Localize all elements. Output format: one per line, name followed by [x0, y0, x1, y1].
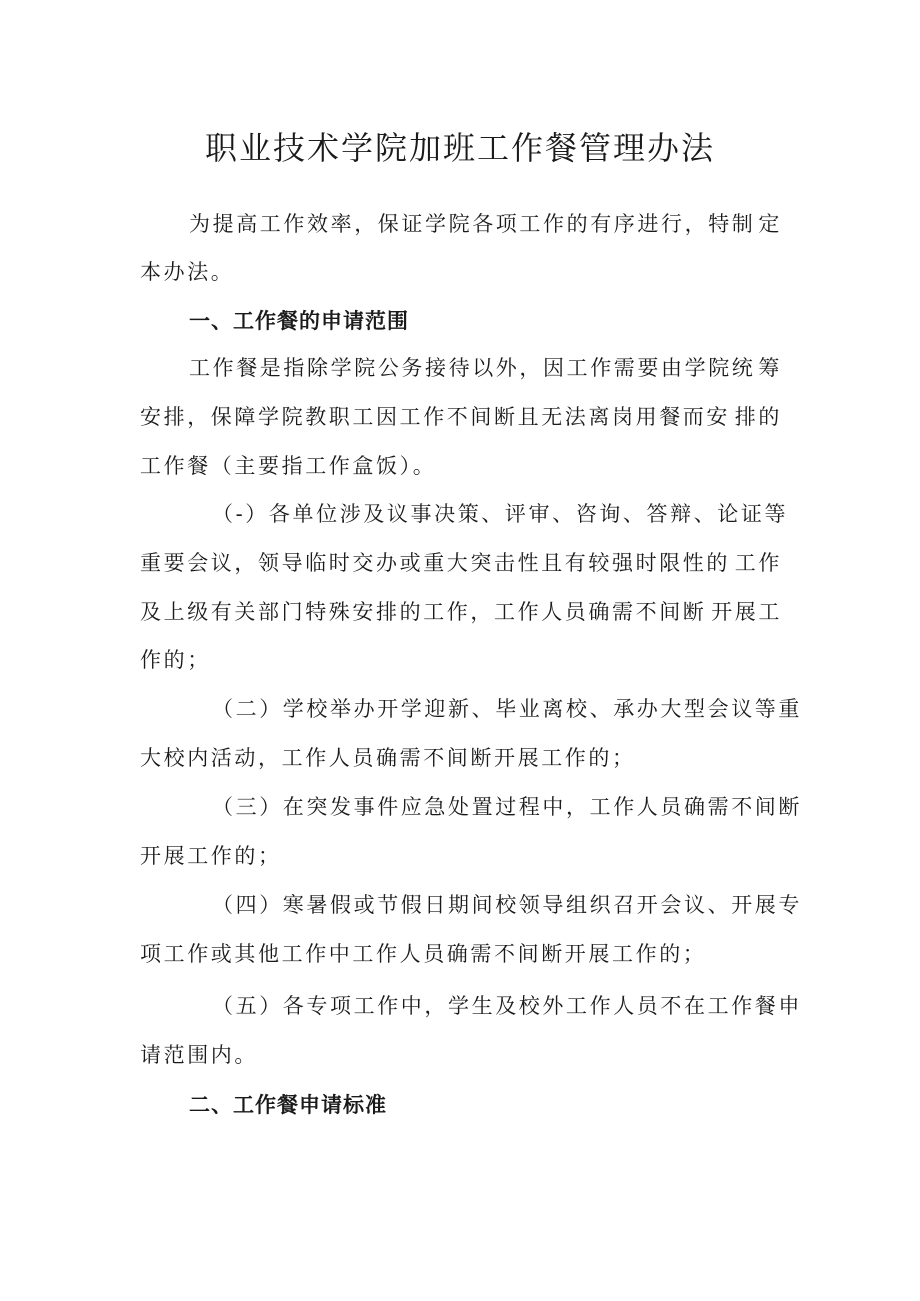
s1-item1-line-2 — [140, 548, 782, 578]
s1-p1-line-1-tail: 筹 — [758, 356, 782, 380]
intro-line-1-tail: 定 — [758, 212, 782, 236]
s1-p1-line-1 — [189, 353, 782, 383]
section-2-heading: 二、工作餐申请标准 — [189, 1093, 387, 1117]
intro-line-1 — [189, 209, 782, 239]
s1-item4-line-1-text: （四）寒暑假或节假日期间校领导组织召开会议、开展 — [212, 893, 779, 917]
s1-p1-line-2 — [140, 402, 782, 432]
s1-item1-line-2-text: 重要会议，领导临时交办或重大突击性且有较强时限性的 — [140, 551, 730, 575]
s1-item4-line-1-tail: 专 — [778, 893, 803, 917]
s1-item1-line-3-text: 及上级有关部门特殊安排的工作，工作人员确需不间断 — [140, 600, 707, 624]
s1-p1-line-2-text: 安排，保障学院教职工因工作不间断且无法离岗用餐而安 — [140, 405, 730, 429]
intro-line-1-text: 为提高工作效率，保证学院各项工作的有序进行，特制 — [189, 212, 756, 236]
s1-p1-line-3: 工作餐（主要指工作盒饭）。 — [140, 454, 437, 478]
s1-item3-line-1-tail: 断 — [778, 795, 803, 819]
s1-item1-line-1-tail: 等 — [764, 502, 789, 526]
s1-item4-line-1 — [212, 890, 803, 920]
s1-item3-line-1-text: （三）在突发事件应急处置过程中，工作人员确需不间 — [212, 795, 779, 819]
s1-item5-line-1-tail: 申 — [778, 994, 803, 1018]
s1-item1-line-2-tail: 工作 — [734, 551, 782, 575]
document-title: 职业技术学院加班工作餐管理办法 — [204, 129, 715, 167]
s1-item2-line-2: 大校内活动，工作人员确需不间断开展工作的； — [140, 746, 636, 770]
s1-item4-line-2: 项工作或其他工作中工作人员确需不间断开展工作的； — [140, 942, 707, 966]
s1-item2-line-1 — [212, 694, 803, 724]
s1-item3-line-1 — [212, 792, 803, 822]
s1-item2-line-1-tail: 重 — [778, 697, 803, 721]
s1-item5-line-2: 请范围内。 — [140, 1043, 258, 1067]
intro-line-2: 本办法。 — [140, 260, 235, 284]
s1-item1-line-3 — [140, 597, 782, 627]
s1-item2-line-1-text: （二）学校举办开学迎新、毕业离校、承办大型会议等 — [212, 697, 779, 721]
s1-item1-line-4: 作的； — [140, 648, 211, 672]
section-1-heading: 一、工作餐的申请范围 — [189, 309, 409, 333]
s1-item1-line-3-tail: 开展工 — [711, 600, 782, 624]
s1-p1-line-1-text: 工作餐是指除学院公务接待以外，因工作需要由学院统 — [189, 356, 756, 380]
s1-item5-line-1-text: （五）各专项工作中，学生及校外工作人员不在工作餐 — [212, 994, 779, 1018]
s1-item5-line-1 — [212, 991, 803, 1021]
s1-item3-line-2: 开展工作的； — [140, 844, 282, 868]
s1-p1-line-2-tail: 排的 — [734, 405, 782, 429]
s1-item1-line-1-text: （-）各单位涉及议事决策、评审、咨询、答辩、论证 — [212, 502, 765, 526]
s1-item1-line-1 — [212, 499, 789, 529]
